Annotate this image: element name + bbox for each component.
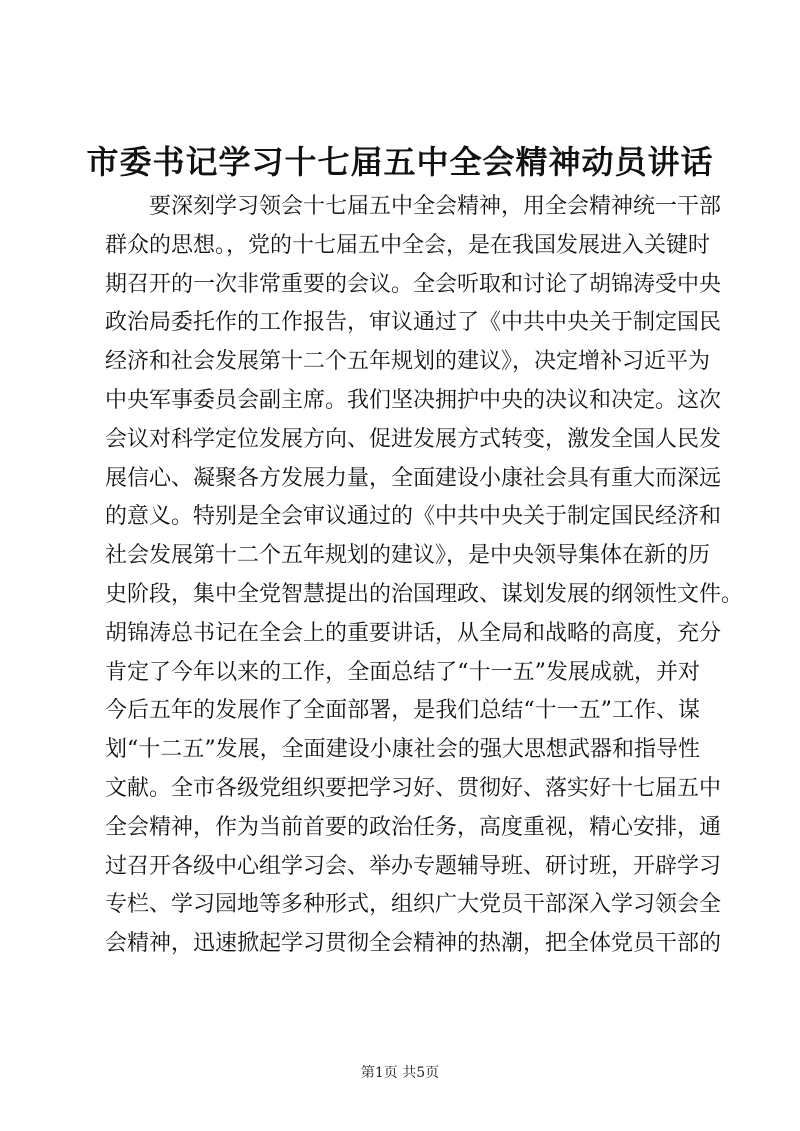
body-line: 会议对科学定位发展方向、促进发展方式转变，激发全国人民发 [105, 426, 722, 452]
page-number-footer: 第1页 共5页 [360, 1065, 440, 1081]
body-line: 胡锦涛总书记在全会上的重要讲话，从全局和战略的高度，充分 [105, 620, 722, 646]
body-line: 文献。全市各级党组织要把学习好、贯彻好、落实好十七届五中 [105, 775, 722, 801]
body-line: 肯定了今年以来的工作，全面总结了“十一五”发展成就，并对 [105, 659, 700, 685]
body-line: 会精神，迅速掀起学习贯彻全会精神的热潮，把全体党员干部的 [105, 931, 722, 957]
body-line: 的意义。特别是全会审议通过的《中共中央关于制定国民经济和 [105, 504, 722, 530]
body-line: 政治局委托作的工作报告，审议通过了《中共中央关于制定国民 [105, 310, 722, 336]
body-line: 展信心、凝聚各方发展力量，全面建设小康社会具有重大而深远 [105, 465, 722, 491]
body-line: 今后五年的发展作了全面部署，是我们总结“十一五”工作、谋 [105, 698, 700, 724]
body-line: 划“十二五”发展，全面建设小康社会的强大思想武器和指导性 [105, 737, 700, 763]
body-line: 社会发展第十二个五年规划的建议》，是中央领导集体在新的历 [105, 543, 711, 569]
body-line: 期召开的一次非常重要的会议。全会听取和讨论了胡锦涛受中央 [105, 271, 722, 297]
body-line: 中央军事委员会副主席。我们坚决拥护中央的决议和决定。这次 [105, 387, 722, 413]
body-paragraph [105, 188, 744, 964]
body-line: 经济和社会发展第十二个五年规划的建议》，决定增补习近平为 [105, 349, 711, 375]
body-line: 史阶段，集中全党智慧提出的治国理政、谋划发展的纲领性文件。 [105, 581, 744, 607]
body-line: 要深刻学习领会十七届五中全会精神，用全会精神统一干部 [149, 194, 722, 219]
document-title: 市委书记学习十七届五中全会精神动员讲话 [86, 143, 714, 181]
body-line: 过召开各级中心组学习会、举办专题辅导班、研讨班，开辟学习 [105, 853, 722, 879]
body-line: 群众的思想。，党的十七届五中全会，是在我国发展进入关键时 [105, 232, 711, 258]
body-line: 全会精神，作为当前首要的政治任务，高度重视，精心安排，通 [105, 814, 722, 840]
body-line: 专栏、学习园地等多种形式，组织广大党员干部深入学习领会全 [105, 892, 722, 918]
